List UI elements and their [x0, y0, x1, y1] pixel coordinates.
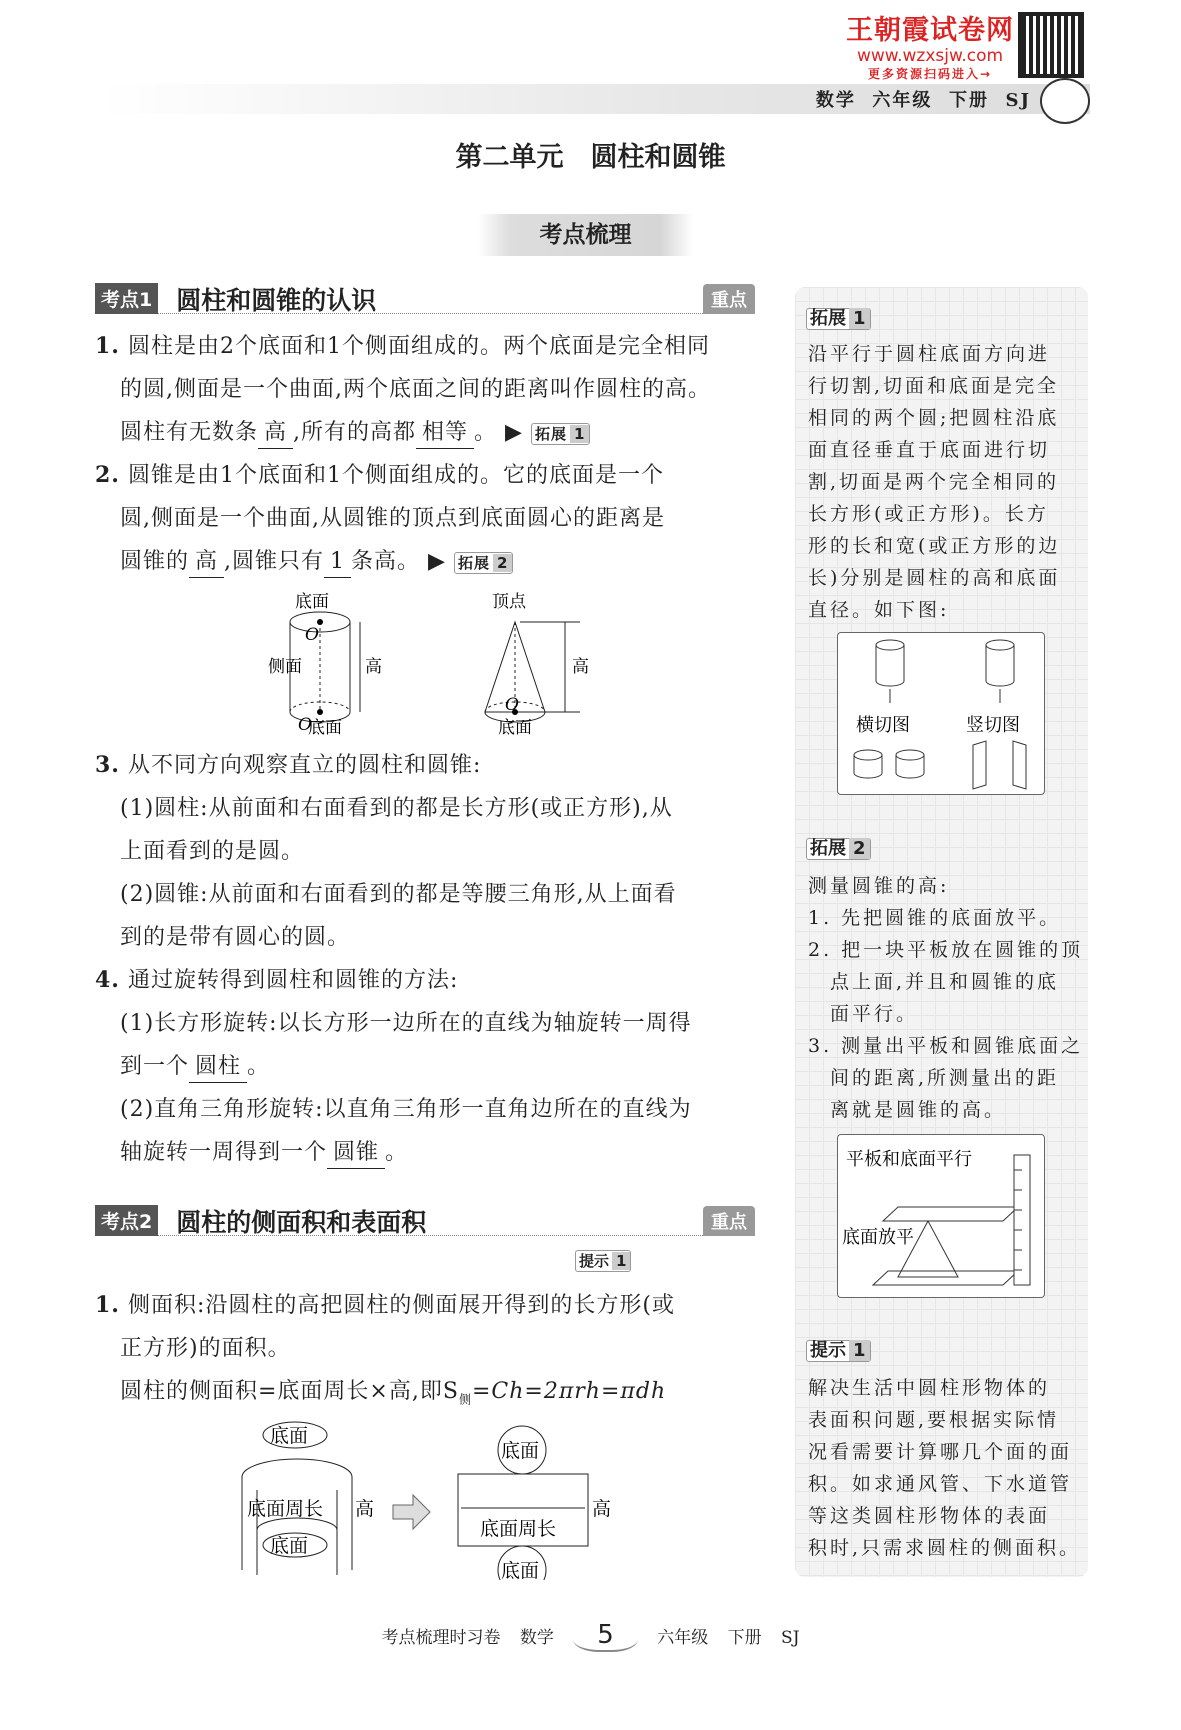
svg-text:竖切图: 竖切图 [966, 715, 1020, 736]
svg-text:底面放平: 底面放平 [842, 1227, 914, 1248]
svg-text:O: O [298, 715, 312, 735]
svg-text:底面: 底面 [295, 592, 329, 612]
kd1-item4-line2: (1)长方形旋转:以长方形一边所在的直线为轴旋转一周得 [120, 1011, 692, 1036]
kd1-item1-line3: 圆柱有无数条 高 ,所有的高都 相等 。 ▶ 拓展 1 [120, 411, 590, 454]
kd2-item1-line2: 正方形)的面积。 [120, 1336, 291, 1361]
expand-1-label: 拓展 1 [806, 308, 871, 330]
kd1-item1-line1: 1. 圆柱是由2个底面和1个侧面组成的。两个底面是完全相同 [95, 333, 710, 359]
svg-text:平板和底面平行: 平板和底面平行 [846, 1149, 972, 1170]
expand-link-2[interactable]: 拓展 2 [454, 552, 513, 574]
key-badge: 重点 [703, 284, 755, 314]
kd1-item3-line2: (1)圆柱:从前面和右面看到的都是长方形(或正方形),从 [120, 796, 673, 821]
kd1-item2-line2: 圆,侧面是一个曲面,从圆锥的顶点到底面圆心的距离是 [120, 506, 665, 531]
svg-text:高: 高 [355, 1498, 375, 1520]
svg-text:侧面: 侧面 [268, 657, 302, 677]
kd1-item4-line1: 4. 通过旋转得到圆柱和圆锥的方法: [95, 967, 459, 993]
brand-name: 王朝霞试卷网 [846, 15, 1014, 46]
svg-text:高: 高 [365, 657, 382, 677]
kd1-item2-line1: 2. 圆锥是由1个底面和1个侧面组成的。它的底面是一个 [95, 462, 664, 488]
kd1-item2-line3: 圆锥的 高 ,圆锥只有 1 条高。 ▶ 拓展 2 [120, 540, 513, 583]
page-number: 5 [573, 1620, 638, 1652]
expand-link-1[interactable]: 拓展 1 [531, 423, 590, 445]
scan-hint: 更多资源扫码进入→ [867, 67, 993, 81]
svg-text:O: O [305, 625, 319, 645]
lateral-area-figure [235, 1415, 635, 1580]
svg-text:高: 高 [572, 657, 589, 677]
brand-logo [845, 8, 1015, 82]
page-title: 第二单元 圆柱和圆锥 [455, 142, 726, 173]
kd1-item3-line3: 上面看到的是圆。 [120, 839, 305, 864]
svg-text:高: 高 [592, 1498, 612, 1520]
expand-2-label: 拓展 2 [806, 838, 871, 860]
seal-logo-icon [1040, 78, 1090, 124]
answer-blank: 相等 [416, 418, 474, 449]
svg-text:底面周长: 底面周长 [480, 1518, 557, 1540]
kd2-item1-line1: 1. 侧面积:沿圆柱的高把圆柱的侧面展开得到的长方形(或 [95, 1292, 675, 1318]
svg-text:O: O [505, 695, 519, 715]
svg-text:底面: 底面 [498, 718, 532, 738]
subject-info: 数学 六年级 下册 SJ [815, 90, 1031, 111]
svg-text:底面: 底面 [501, 1440, 540, 1462]
kd1-header [95, 284, 755, 314]
hint-1-label: 提示 1 [806, 1340, 871, 1362]
kd2-tag: 考点2 [95, 1205, 158, 1236]
brand-url: www.wzxsjw.com [856, 46, 1004, 66]
answer-blank: 1 [324, 547, 351, 578]
formula: 圆柱的侧面积=底面周长×高,即$S_侧=Ch=2\pi rh=\pi dh$ [120, 1379, 667, 1407]
expand-1-text: 沿平行于圆柱底面方向进 行切割,切面和底面是完全 相同的两个圆;把圆柱沿底 面直径垂直于底面进行切 割,切面是两个完全相同的 长方形(或正方形)。长方 形的长和宽(或正方形的边 长)分别是圆柱的高和底面 直径。如下图: [808, 343, 1061, 621]
svg-text:底面周长: 底面周长 [247, 1498, 324, 1520]
answer-blank: 圆锥 [327, 1138, 385, 1169]
kd1-item3-line4: (2)圆锥:从前面和右面看到的都是等腰三角形,从上面看 [120, 882, 677, 907]
kd1-item4-line3: 到一个 圆柱 。 [120, 1045, 270, 1088]
kd1-item4-line4: (2)直角三角形旋转:以直角三角形一直角边所在的直线为 [120, 1097, 692, 1122]
expand-2-text: 测量圆锥的高: 1. 先把圆锥的底面放平。 2. 把一块平板放在圆锥的顶 点上面,并且和圆锥的底 面平行。 3. 测量出平板和圆锥底面之 间的距离,所测量出的距 离就是圆锥的高。 [808, 875, 1084, 1121]
key-badge: 重点 [703, 1206, 755, 1236]
kd1-title: 圆柱和圆锥的认识 [176, 285, 377, 315]
kd1-item3-line1: 3. 从不同方向观察直立的圆柱和圆锥: [95, 752, 482, 778]
cylinder-cone-figure [260, 590, 620, 740]
svg-text:底面: 底面 [270, 1535, 309, 1557]
qr-code-icon [1018, 12, 1084, 78]
answer-blank: 圆柱 [189, 1052, 247, 1083]
hint-1-text: 解决生活中圆柱形物体的 表面积问题,要根据实际情 况看需要计算哪几个面的面 积。如求通风管、下水道管 等这类圆柱形物体的表面 积时,只需求圆柱的侧面积。 [808, 1377, 1082, 1559]
cut-figure [837, 632, 1045, 795]
svg-text:底面: 底面 [501, 1560, 540, 1580]
kd1-item4-line5: 轴旋转一周得到一个 圆锥 。 [120, 1131, 408, 1174]
footer: 考点梳理时习卷 数学 5 六年级 下册 SJ [381, 1620, 800, 1650]
kd1-item1-line2: 的圆,侧面是一个曲面,两个底面之间的距离叫作圆柱的高。 [120, 377, 711, 402]
svg-text:横切图: 横切图 [856, 715, 910, 736]
kd1-item3-line5: 到的是带有圆心的圆。 [120, 925, 351, 950]
measure-figure [837, 1134, 1045, 1298]
svg-text:底面: 底面 [270, 1425, 309, 1447]
section-banner: 考点梳理 [478, 214, 693, 256]
kd2-title: 圆柱的侧面积和表面积 [176, 1207, 427, 1237]
answer-blank: 高 [258, 418, 293, 449]
svg-text:底面: 底面 [308, 718, 342, 738]
answer-blank: 高 [189, 547, 224, 578]
kd1-tag: 考点1 [95, 283, 158, 314]
svg-text:顶点: 顶点 [492, 592, 526, 612]
kd2-header [95, 1206, 755, 1236]
hint-link-1[interactable]: 提示 1 [575, 1250, 631, 1272]
